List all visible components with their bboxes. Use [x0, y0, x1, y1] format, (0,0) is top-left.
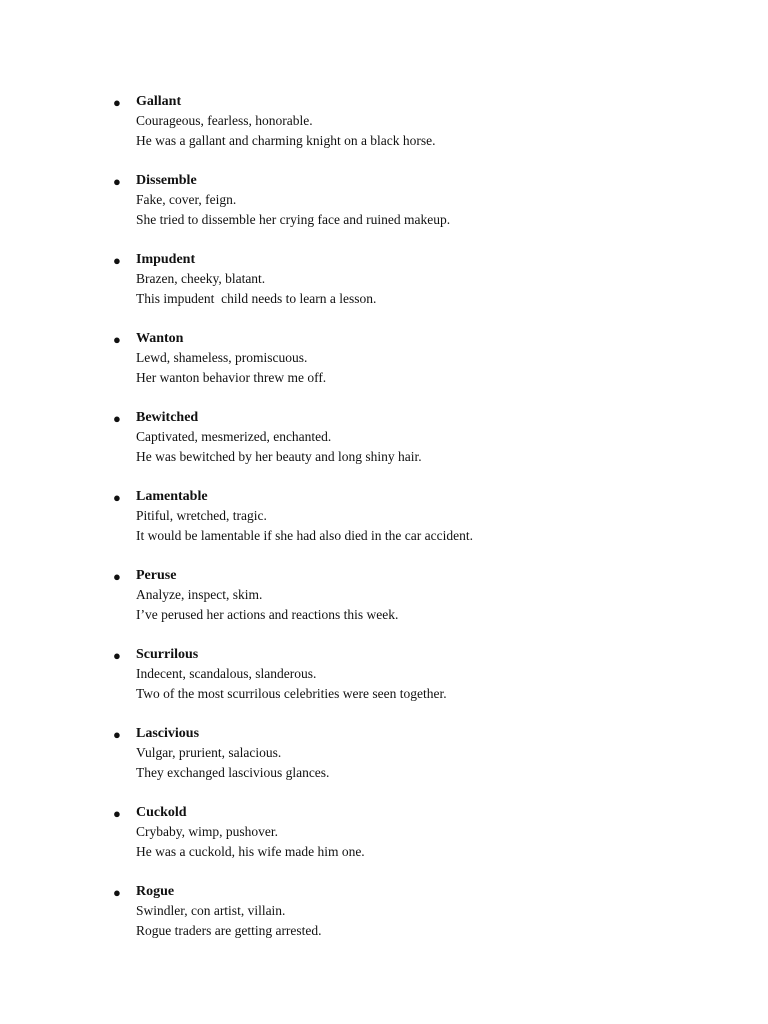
vocab-synonyms: Vulgar, prurient, salacious.: [136, 745, 282, 760]
vocab-synonyms: Captivated, mesmerized, enchanted.: [136, 429, 332, 444]
vocab-word: Lamentable: [136, 489, 208, 504]
vocab-word: Lascivious: [136, 726, 200, 741]
vocab-word: Rogue: [136, 884, 175, 899]
vocab-example: Her wanton behavior threw me off.: [136, 369, 327, 385]
vocab-synonyms: Analyze, inspect, skim.: [136, 587, 263, 602]
vocab-word: Wanton: [136, 331, 184, 346]
bullet-icon: ●: [113, 806, 121, 821]
bullet-icon: ●: [113, 332, 121, 347]
bullet-icon: ●: [113, 411, 121, 426]
vocab-word: Dissemble: [136, 173, 197, 188]
list-item: [0, 882, 768, 940]
vocab-synonyms: Swindler, con artist, villain.: [136, 903, 286, 918]
vocabulary-list: [0, 92, 768, 961]
vocab-word: Peruse: [136, 568, 177, 583]
vocab-example: She tried to dissemble her crying face and ruined makeup.: [136, 211, 451, 227]
bullet-icon: ●: [113, 95, 121, 110]
list-item: [0, 92, 768, 150]
vocab-synonyms: Courageous, fearless, honorable.: [136, 113, 313, 128]
vocab-synonyms: Brazen, cheeky, blatant.: [136, 271, 266, 286]
vocab-example: It would be lamentable if she had also died in the car accident.: [136, 527, 473, 543]
vocab-example: Rogue traders are getting arrested.: [136, 922, 322, 938]
vocab-example: He was a cuckold, his wife made him one.: [136, 843, 365, 859]
list-item: [0, 645, 768, 703]
vocab-synonyms: Pitiful, wretched, tragic.: [136, 508, 267, 523]
list-item: [0, 329, 768, 387]
vocab-synonyms: Indecent, scandalous, slanderous.: [136, 666, 317, 681]
bullet-icon: ●: [113, 885, 121, 900]
vocab-example: I’ve perused her actions and reactions this week.: [136, 606, 399, 622]
list-item: [0, 724, 768, 782]
vocab-example: Two of the most scurrilous celebrities were seen together.: [136, 685, 447, 701]
vocab-word: Cuckold: [136, 805, 187, 820]
vocab-example: This impudent child needs to learn a lesson.: [136, 290, 377, 306]
list-item: [0, 803, 768, 861]
vocab-word: Scurrilous: [136, 647, 199, 662]
vocab-word: Impudent: [136, 252, 196, 267]
bullet-icon: ●: [113, 174, 121, 189]
list-item: [0, 487, 768, 545]
list-item: [0, 250, 768, 308]
vocab-synonyms: Crybaby, wimp, pushover.: [136, 824, 278, 839]
vocab-example: They exchanged lascivious glances.: [136, 764, 330, 780]
bullet-icon: ●: [113, 253, 121, 268]
bullet-icon: ●: [113, 490, 121, 505]
bullet-icon: ●: [113, 569, 121, 584]
list-item: [0, 566, 768, 624]
vocab-example: He was bewitched by her beauty and long shiny hair.: [136, 448, 422, 464]
vocab-synonyms: Fake, cover, feign.: [136, 192, 237, 207]
vocab-word: Bewitched: [136, 410, 199, 425]
list-item: [0, 408, 768, 466]
vocab-example: He was a gallant and charming knight on a black horse.: [136, 132, 436, 148]
vocab-synonyms: Lewd, shameless, promiscuous.: [136, 350, 308, 365]
vocab-word: Gallant: [136, 94, 182, 109]
list-item: [0, 171, 768, 229]
bullet-icon: ●: [113, 648, 121, 663]
bullet-icon: ●: [113, 727, 121, 742]
